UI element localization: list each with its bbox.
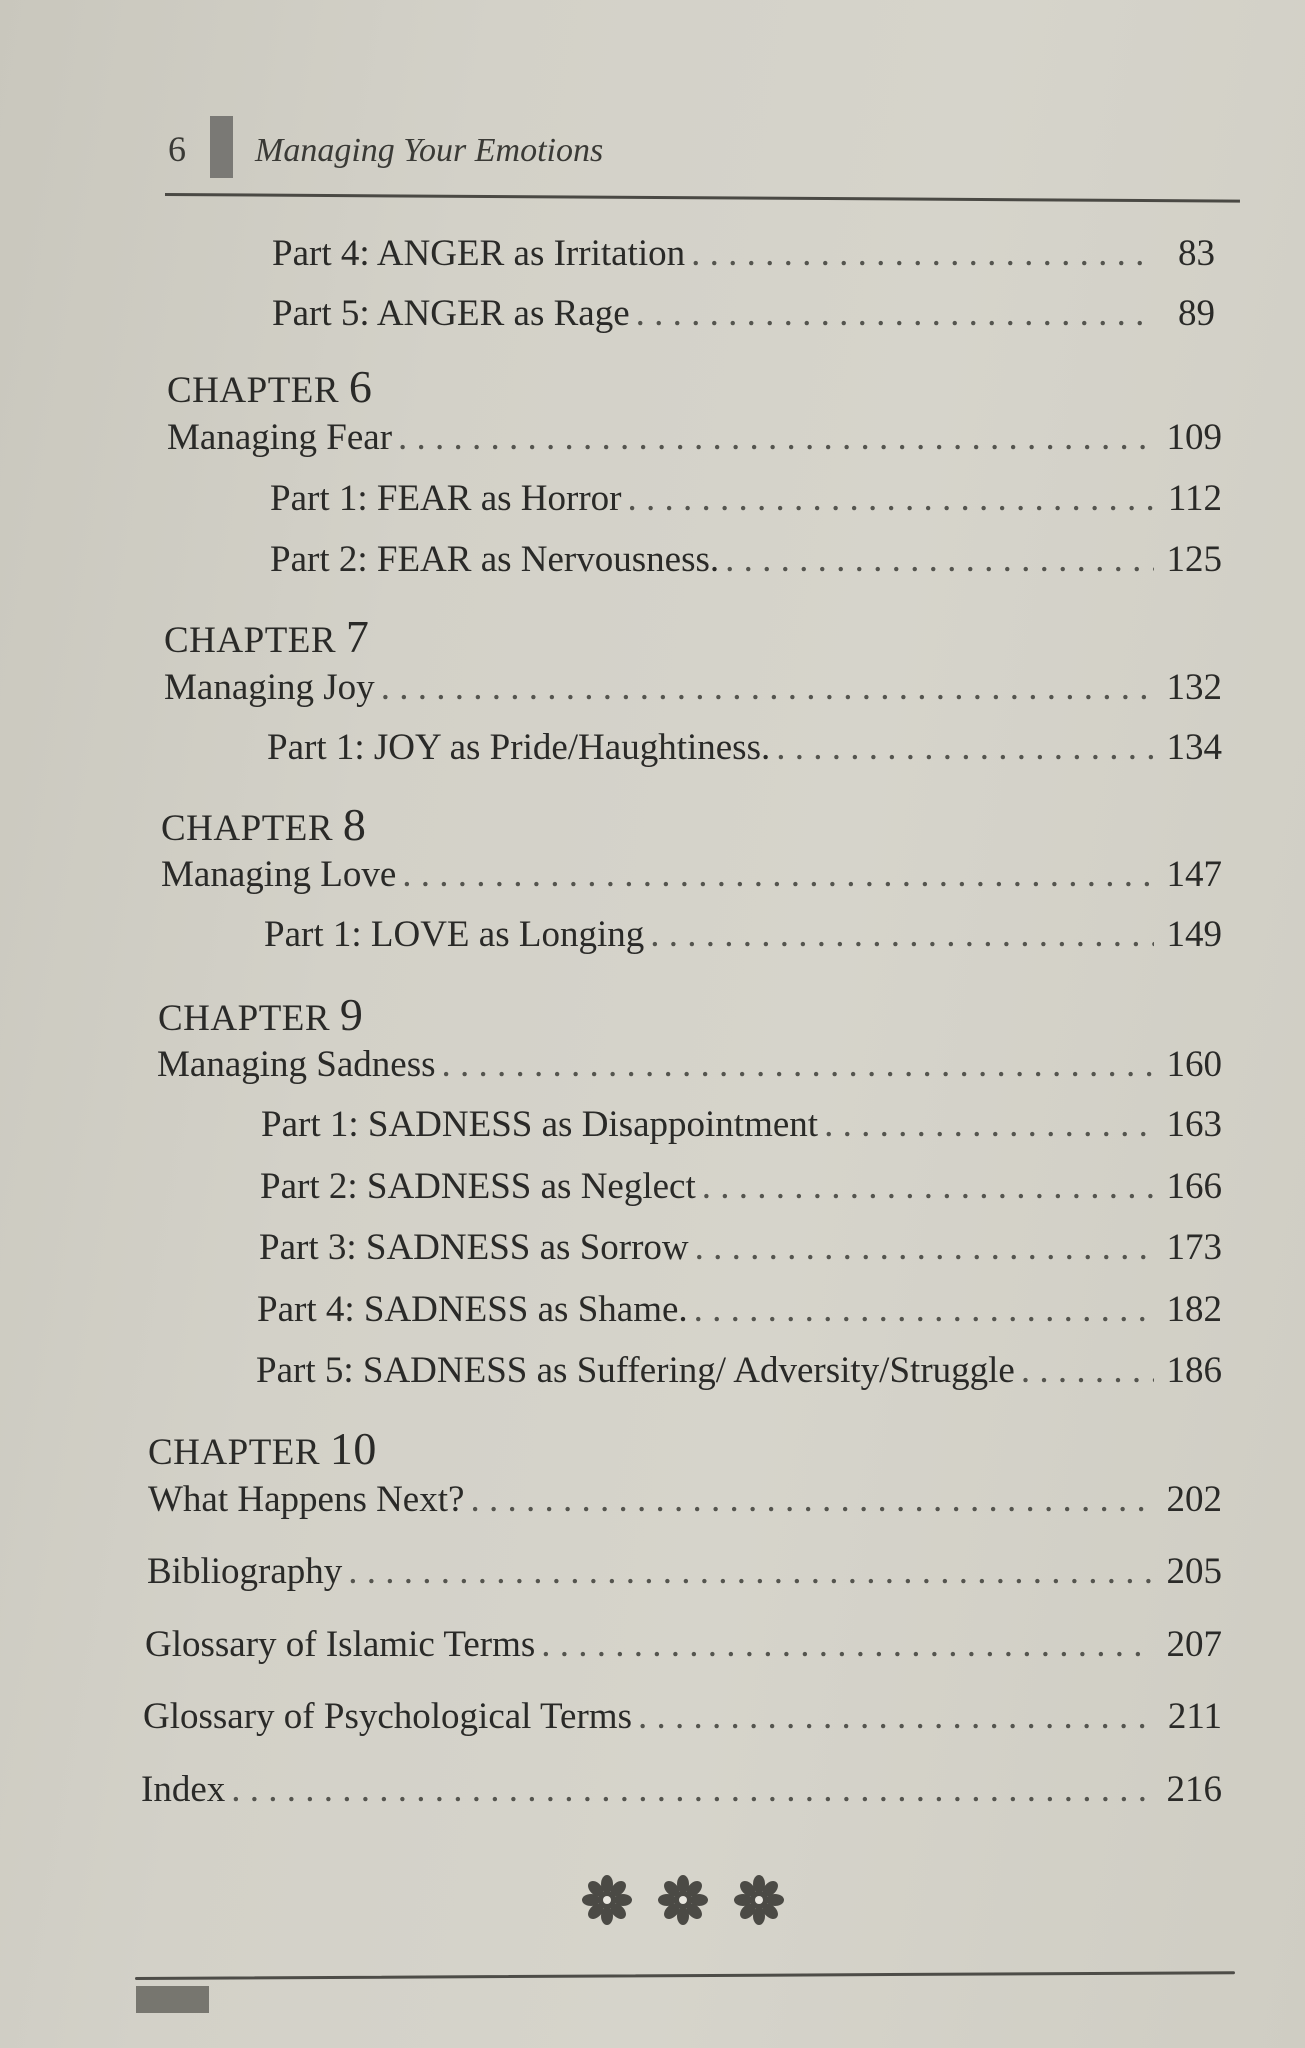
chapter-label: CHAPTER [164,620,337,661]
dot-leader [381,666,1154,709]
dot-leader [470,1478,1154,1521]
chapter-number: 6 [348,361,373,412]
chapter-number: 8 [342,799,367,850]
toc-part-entry[interactable] [259,1226,1222,1269]
entry-title: Part 3: SADNESS as Sorrow [259,1227,689,1268]
entry-page-number: 149 [1166,914,1222,955]
entry-title: Glossary of Psychological Terms [143,1696,632,1737]
dot-leader [638,1695,1154,1738]
entry-title: Part 5: SADNESS as Suffering/ Adversity/Struggle [256,1350,1015,1391]
entry-page-number: 89 [1178,293,1215,334]
entry-page-number: 173 [1166,1227,1222,1268]
dot-leader [695,1226,1154,1269]
entry-page-number: 160 [1166,1044,1222,1085]
chapter-label: CHAPTER [167,370,340,411]
dot-leader [725,538,1154,581]
chapter-label: CHAPTER [158,998,331,1039]
entry-title: Glossary of Islamic Terms [145,1624,536,1665]
entry-title: Part 5: ANGER as Rage [272,293,630,334]
entry-page-number: 163 [1166,1104,1222,1145]
entry-page-number: 216 [1166,1769,1222,1810]
toc-section-entry[interactable] [148,1478,1222,1521]
header-bar-decoration [210,116,233,178]
entry-title: Bibliography [147,1551,343,1592]
toc-part-entry[interactable] [260,1165,1222,1208]
entry-title: Index [141,1769,226,1810]
page-number: 6 [168,129,186,169]
toc-section-entry[interactable] [157,1043,1222,1086]
dot-leader [541,1623,1154,1666]
toc-section-entry[interactable] [143,1695,1222,1738]
entry-page-number: 125 [1166,539,1222,580]
entry-page-number: 83 [1178,233,1215,274]
toc-part-entry[interactable] [257,1288,1222,1331]
chapter-heading [167,360,372,413]
entry-page-number: 109 [1166,417,1222,458]
chapter-heading [148,1422,377,1475]
dot-leader [627,477,1154,520]
entry-page-number: 134 [1166,727,1222,768]
toc-part-entry[interactable] [256,1349,1222,1392]
entry-title: Part 4: ANGER as Irritation [272,233,686,274]
footer-block-decoration [136,1986,209,2013]
dot-leader [442,1043,1155,1086]
dot-leader [398,416,1154,459]
entry-page-number: 112 [1167,478,1222,519]
entry-title: What Happens Next? [148,1479,465,1520]
toc-part-entry[interactable] [264,913,1222,956]
chapter-number: 10 [329,1423,377,1474]
dot-leader [691,232,1147,275]
toc-part-entry[interactable] [267,726,1222,769]
dot-leader [824,1103,1154,1146]
entry-title: Part 4: SADNESS as Shame. [257,1289,688,1330]
dot-leader [231,1768,1154,1811]
chapter-label: CHAPTER [161,808,334,849]
eight-petal-flower-icon [732,1873,786,1927]
dot-leader [402,853,1154,896]
entry-page-number: 147 [1166,854,1222,895]
toc-section-entry[interactable] [145,1623,1222,1666]
entry-page-number: 132 [1166,667,1222,708]
dot-leader [1021,1349,1154,1392]
entry-title: Part 2: SADNESS as Neglect [260,1166,696,1207]
dot-leader [694,1288,1154,1331]
ornament-row [580,1873,786,1927]
running-title: Managing Your Emotions [255,132,604,169]
toc-section-entry[interactable] [161,853,1222,896]
toc-part-entry[interactable] [272,232,1215,275]
dot-leader [776,726,1154,769]
eight-petal-flower-icon [656,1873,710,1927]
dot-leader [636,292,1147,335]
toc-section-entry[interactable] [164,666,1222,709]
entry-title: Part 1: SADNESS as Disappointment [261,1104,819,1145]
dot-leader [702,1165,1154,1208]
toc-section-entry[interactable] [167,416,1222,459]
eight-petal-flower-icon [580,1873,634,1927]
toc-section-entry[interactable] [141,1768,1222,1811]
chapter-heading [164,610,369,663]
chapter-number: 9 [339,989,364,1040]
chapter-number: 7 [345,611,370,662]
entry-page-number: 211 [1167,1696,1222,1737]
entry-page-number: 202 [1166,1479,1222,1520]
entry-title: Managing Fear [167,417,393,458]
entry-page-number: 182 [1166,1289,1222,1330]
toc-part-entry[interactable] [261,1103,1222,1146]
entry-title: Managing Sadness [157,1044,436,1085]
toc-part-entry[interactable] [270,538,1222,581]
entry-page-number: 166 [1166,1166,1222,1207]
entry-title: Part 1: LOVE as Longing [264,914,645,955]
toc-part-entry[interactable] [270,477,1222,520]
footer-rule [135,1971,1235,1980]
entry-title: Part 1: FEAR as Horror [270,478,622,519]
toc-section-entry[interactable] [147,1550,1222,1593]
dot-leader [348,1550,1154,1593]
chapter-heading [161,798,366,851]
entry-title: Managing Love [161,854,397,895]
entry-title: Part 2: FEAR as Nervousness. [270,539,720,580]
chapter-label: CHAPTER [148,1432,321,1473]
entry-page-number: 186 [1166,1350,1222,1391]
header-rule [165,193,1240,203]
entry-page-number: 205 [1166,1551,1222,1592]
entry-title: Managing Joy [164,667,375,708]
entry-page-number: 207 [1166,1624,1222,1665]
chapter-heading [158,988,363,1041]
entry-title: Part 1: JOY as Pride/Haughtiness. [267,727,771,768]
toc-part-entry[interactable] [272,292,1215,335]
dot-leader [650,913,1154,956]
